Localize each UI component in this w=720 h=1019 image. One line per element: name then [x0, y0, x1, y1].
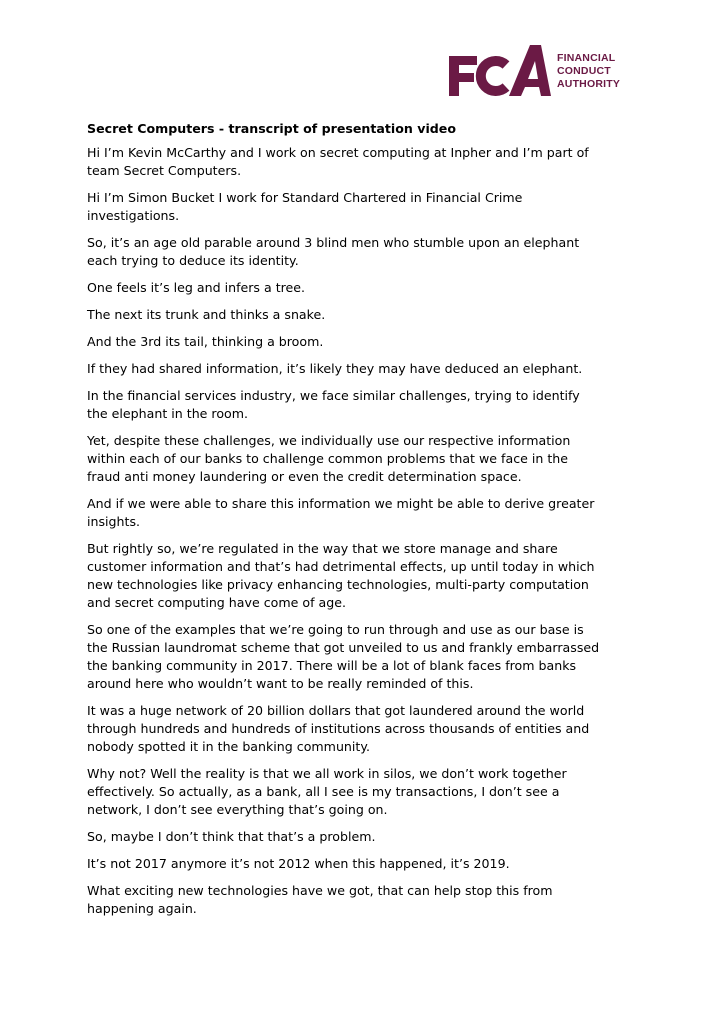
transcript-paragraph: [87, 765, 647, 819]
transcript-line: network, I don’t see everything that’s going on.: [87, 802, 388, 817]
transcript-line: One feels it’s leg and infers a tree.: [87, 280, 306, 295]
transcript-paragraph: [87, 621, 647, 693]
transcript-line: It’s not 2017 anymore it’s not 2012 when this happened, it’s 2019.: [87, 856, 510, 871]
transcript-paragraph: [87, 360, 647, 378]
transcript-paragraph: [87, 432, 647, 486]
transcript-line: It was a huge network of 20 billion dollars that got laundered around the world: [87, 703, 585, 718]
transcript-line: happening again.: [87, 901, 197, 916]
document-title: Secret Computers - transcript of presentation video: [87, 121, 456, 136]
transcript-line: So, it’s an age old parable around 3 blind men who stumble upon an elephant: [87, 235, 580, 250]
transcript-paragraph: [87, 387, 647, 423]
transcript-line: each trying to deduce its identity.: [87, 253, 299, 268]
transcript-line: new technologies like privacy enhancing technologies, multi-party computation: [87, 577, 589, 592]
transcript-paragraph: [87, 189, 647, 225]
transcript-paragraph: [87, 540, 647, 612]
transcript-paragraph: [87, 828, 647, 846]
transcript-line: effectively. So actually, as a bank, all I see is my transactions, I don’t see a: [87, 784, 560, 799]
transcript-line: the banking community in 2017. There will be a lot of blank faces from banks: [87, 658, 577, 673]
transcript-line: Hi I’m Kevin McCarthy and I work on secret computing at Inpher and I’m part of: [87, 145, 589, 160]
transcript-line: fraud anti money laundering or even the credit determination space.: [87, 469, 522, 484]
transcript-document: [87, 120, 647, 927]
transcript-body: [87, 144, 647, 918]
transcript-line: customer information and that’s had detrimental effects, up until today in which: [87, 559, 595, 574]
fca-logo-words: [557, 52, 620, 91]
transcript-paragraph: [87, 144, 647, 180]
transcript-line: around here who wouldn’t want to be really reminded of this.: [87, 676, 474, 691]
fca-letter-a: [509, 45, 551, 96]
transcript-paragraph: [87, 882, 647, 918]
transcript-line: investigations.: [87, 208, 180, 223]
transcript-line: within each of our banks to challenge common problems that we face in the: [87, 451, 569, 466]
transcript-line: insights.: [87, 514, 141, 529]
transcript-paragraph: [87, 702, 647, 756]
transcript-line: If they had shared information, it’s likely they may have deduced an elephant.: [87, 361, 583, 376]
transcript-line: the elephant in the room.: [87, 406, 249, 421]
transcript-line: the Russian laundromat scheme that got unveiled to us and frankly embarrassed: [87, 640, 600, 655]
logo-word-financial: FINANCIAL: [557, 52, 616, 64]
transcript-paragraph: [87, 279, 647, 297]
logo-word-conduct: CONDUCT: [557, 65, 611, 77]
logo-word-authority: AUTHORITY: [557, 78, 621, 90]
transcript-line: Yet, despite these challenges, we individually use our respective information: [87, 433, 571, 448]
transcript-paragraph: [87, 333, 647, 351]
transcript-paragraph: [87, 855, 647, 873]
transcript-line: What exciting new technologies have we got, that can help stop this from: [87, 883, 553, 898]
transcript-paragraph: [87, 234, 647, 270]
transcript-line: So one of the examples that we’re going to run through and use as our base is: [87, 622, 584, 637]
transcript-line: And the 3rd its tail, thinking a broom.: [87, 334, 324, 349]
fca-logo-mark: [447, 44, 553, 104]
transcript-line: nobody spotted it in the banking community.: [87, 739, 371, 754]
transcript-line: And if we were able to share this information we might be able to derive greater: [87, 496, 595, 511]
transcript-line: Hi I’m Simon Bucket I work for Standard Chartered in Financial Crime: [87, 190, 523, 205]
transcript-line: through hundreds and hundreds of institutions across thousands of entities and: [87, 721, 590, 736]
transcript-paragraph: [87, 495, 647, 531]
transcript-line: In the financial services industry, we face similar challenges, trying to identify: [87, 388, 580, 403]
fca-logo: [447, 44, 637, 104]
transcript-line: team Secret Computers.: [87, 163, 242, 178]
transcript-line: and secret computing have come of age.: [87, 595, 346, 610]
transcript-line: But rightly so, we’re regulated in the way that we store manage and share: [87, 541, 558, 556]
fca-letter-c: [481, 61, 506, 91]
transcript-line: So, maybe I don’t think that that’s a problem.: [87, 829, 376, 844]
transcript-line: The next its trunk and thinks a snake.: [87, 307, 326, 322]
transcript-paragraph: [87, 306, 647, 324]
transcript-line: Why not? Well the reality is that we all work in silos, we don’t work together: [87, 766, 567, 781]
fca-letter-f: [449, 56, 477, 96]
